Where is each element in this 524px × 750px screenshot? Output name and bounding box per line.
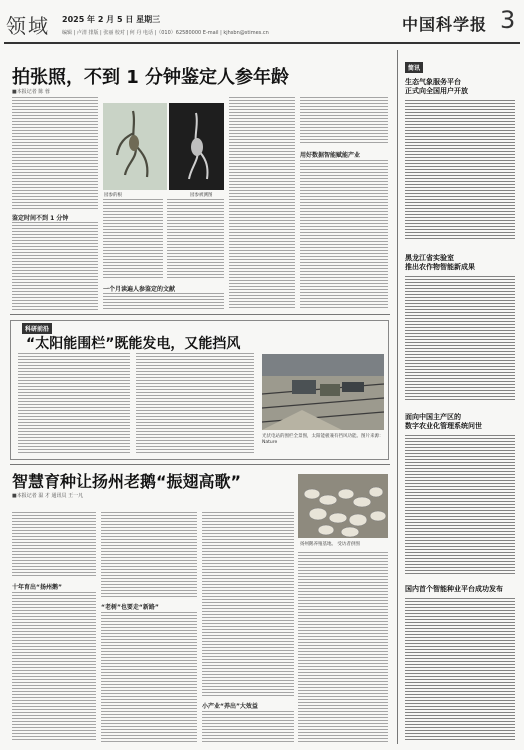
page-number: 3 [500, 6, 516, 34]
sidebar-item-3-title: 面向中国主产区的 数字农业化管理系统问世 [405, 413, 482, 430]
goose-byline: ■本报记者 温 才 通讯员 王一凡 [12, 493, 84, 499]
divider-1 [10, 314, 390, 315]
goose-text-col2b [101, 612, 197, 742]
goose-text-col1 [12, 512, 96, 578]
box-text-col2 [136, 353, 254, 453]
box-label: 科研前沿 [22, 323, 52, 334]
sidebar-item-2-title: 黑龙江省实验室 推出农作物智能新成果 [405, 254, 475, 271]
solar-fence-photo [262, 354, 384, 430]
page-header [0, 0, 524, 44]
box-headline: “太阳能围栏”既能发电，又能挡风 [26, 336, 241, 352]
goose-text-col4 [298, 552, 388, 742]
lead-headline: 拍张照，不到 1 分钟鉴定人参年龄 [12, 67, 290, 88]
lead-byline: ■本报记者 陈 蓉 [12, 89, 50, 95]
sidebar-divider [397, 50, 398, 744]
box-text-col1 [18, 353, 130, 453]
goose-photo [298, 474, 388, 538]
sidebar-label: 简讯 [405, 62, 423, 73]
section-name: 领域 [6, 14, 50, 38]
ginseng-photo-1 [103, 103, 167, 190]
sidebar-item-1-title: 生态气象服务平台 正式向全国用户开放 [405, 78, 468, 95]
ginseng-photo-2 [169, 103, 224, 190]
box-photo-caption: 光伏电站的围栏全景图，太阳能板兼有挡风功能。图片来源：Nature [262, 434, 384, 445]
lead-text-col3 [167, 199, 224, 279]
issue-date: 2025 年 2 月 5 日 星期三 [62, 15, 161, 24]
right-subhead: 用好数据智能赋能产业 [300, 152, 361, 159]
newspaper-masthead: 中国科学报 [402, 15, 488, 34]
goose-subhead-1: 十年育出“扬州鹅” [12, 584, 62, 591]
goose-subhead-3: 小产业“养出”大效益 [202, 703, 258, 710]
goose-photo-caption: 扬州鹅养殖基地。 受访者供图 [300, 542, 360, 547]
lead-subhead-1: 鉴定时间不到 1 分钟 [12, 215, 69, 222]
photo-caption-1: 园参的根 [104, 193, 122, 198]
lead-text-col2b [103, 293, 224, 310]
editor-info: 编辑 | 卢清 排版 | 张丽 校对 | 何 丹 电话 |（010）62580000 E-mail | kjhsbn@stimes.cn [62, 30, 269, 36]
divider-2 [10, 464, 390, 465]
lead-subhead-2: 一个月读遍人参鉴定的文献 [103, 286, 176, 293]
goose-text-col1b [12, 592, 96, 742]
header-rule [4, 42, 520, 44]
goose-headline: 智慧育种让扬州老鹅“振翅高歌” [12, 472, 242, 491]
goose-text-col3 [202, 512, 294, 697]
lead-text-col4 [229, 97, 295, 310]
goose-text-col2 [101, 512, 197, 598]
lead-text-col2 [103, 199, 163, 279]
sidebar-item-2-text [405, 276, 515, 401]
sidebar-item-3-text [405, 435, 515, 575]
goose-text-col3b [202, 711, 294, 742]
sidebar-item-4-title: 国内首个智能种业平台成功发布 [405, 585, 503, 593]
lead-text-col1b [12, 222, 98, 310]
sidebar-item-4-text [405, 598, 515, 742]
lead-text-col5b [300, 160, 388, 310]
lead-text-col5 [300, 97, 388, 145]
goose-subhead-2: “老树”也要走“新路” [101, 604, 159, 611]
photo-caption-2: 园参被测图 [190, 193, 213, 198]
sidebar-item-1-text [405, 100, 515, 240]
lead-text-col1 [12, 97, 98, 209]
